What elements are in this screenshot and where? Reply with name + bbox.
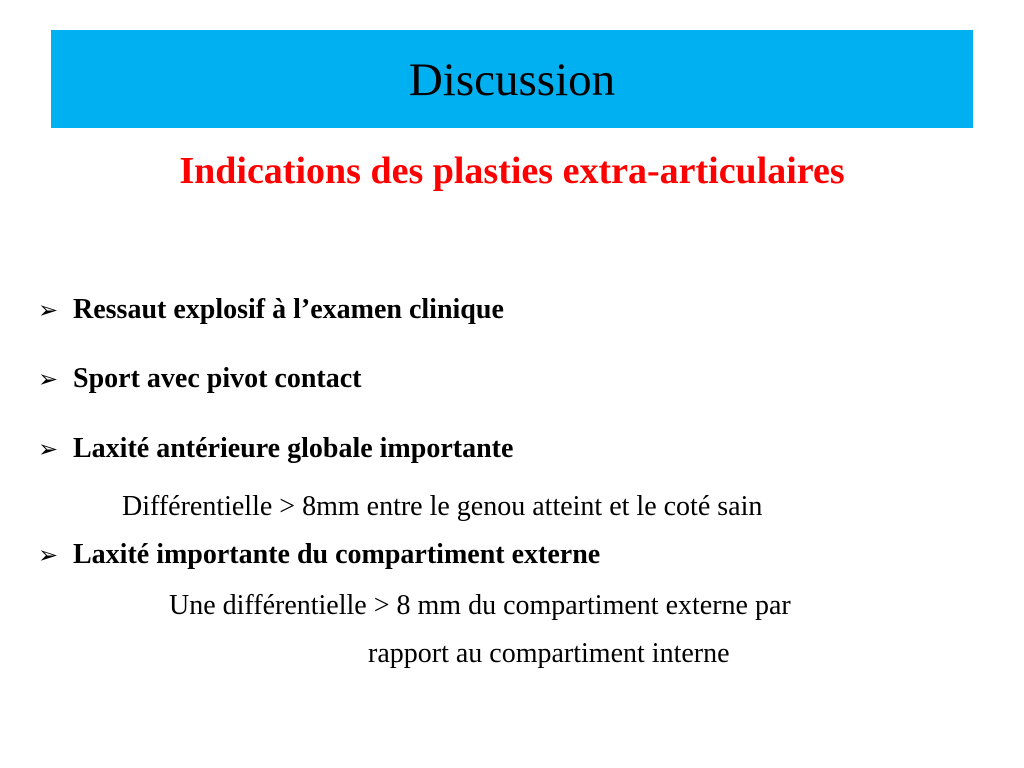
bullet-detail-laxite-externe-line2: rapport au compartiment interne xyxy=(368,638,730,669)
bullet-item-laxite-externe xyxy=(38,538,600,572)
arrowhead-bullet-icon: ➢ xyxy=(38,541,59,569)
bullet-item-laxite-anterieure xyxy=(38,432,513,466)
slide-subtitle: Indications des plasties extra-articulaires xyxy=(179,150,845,192)
bullet-detail-laxite-anterieure: Différentielle > 8mm entre le genou atteint et le coté sain xyxy=(122,491,763,522)
bullet-label: Laxité importante du compartiment externe xyxy=(73,539,601,570)
slide-title: Discussion xyxy=(408,54,616,106)
bullet-label: Ressaut explosif à l’examen clinique xyxy=(73,294,504,325)
bullet-item-sport xyxy=(38,362,362,396)
arrowhead-bullet-icon: ➢ xyxy=(38,435,59,463)
bullet-label: Laxité antérieure globale importante xyxy=(73,433,514,464)
arrowhead-bullet-icon: ➢ xyxy=(38,296,59,324)
bullet-detail-laxite-externe-line1: Une différentielle > 8 mm du compartiment externe par xyxy=(169,590,791,621)
bullet-label: Sport avec pivot contact xyxy=(73,363,362,394)
bullet-item-ressaut xyxy=(38,293,504,327)
arrowhead-bullet-icon: ➢ xyxy=(38,365,59,393)
